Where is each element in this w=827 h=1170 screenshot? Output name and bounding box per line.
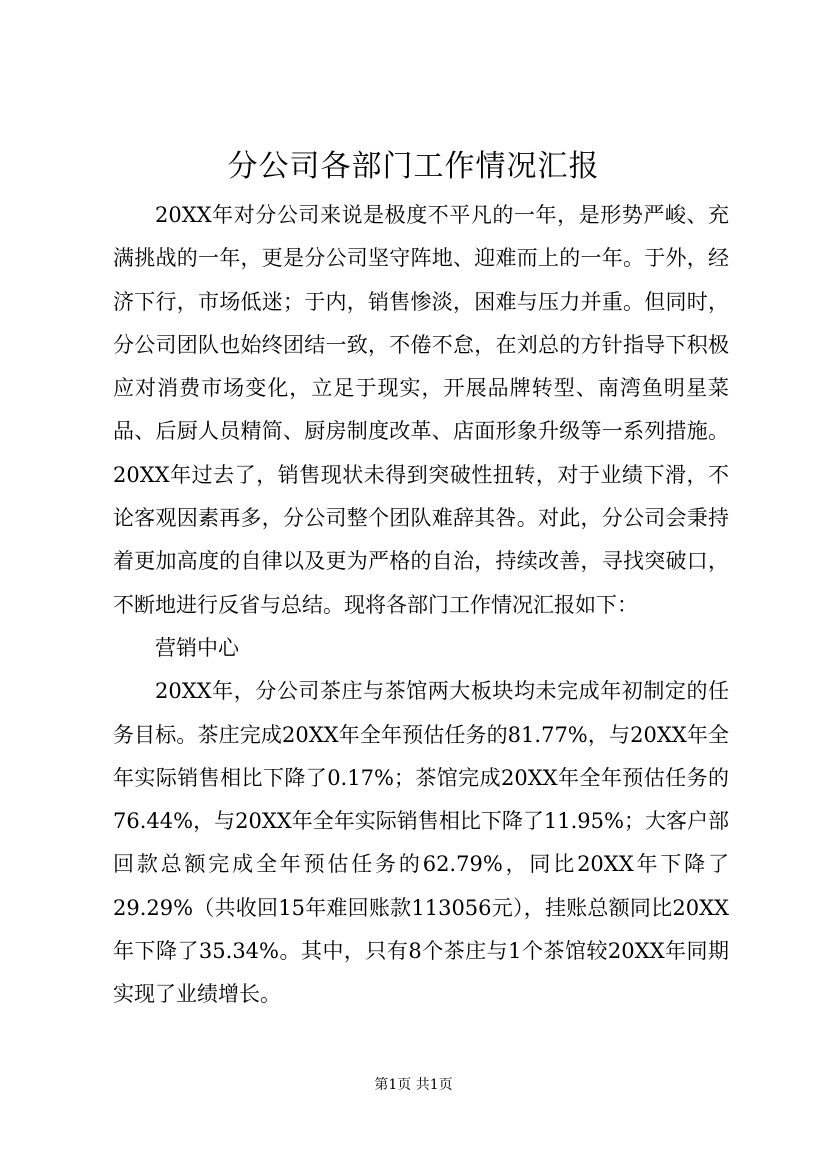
intro-paragraph: 20XX年对分公司来说是极度不平凡的一年，是形势严峻、充满挑战的一年，更是分公司坚守阵地、迎难而上的一年。于外，经济下行，市场低迷；于内，销售惨淡，困难与压力并重。但同时，分公司团队也始终团结一致，不倦不怠，在刘总的方针指导下积极应对消费市场变化，立足于现实，开展品牌转型、南湾鱼明星菜品、后厨人员精简、厨房制度改革、店面形象升级等一系列措施。20XX年过去了，销售现状未得到突破性扭转，对于业绩下滑，不论客观因素再多，分公司整个团队难辞其咎。对此，分公司会秉持着更加高度的自律以及更为严格的自治，持续改善，寻找突破口，不断地进行反省与总结。现将各部门工作情况汇报如下：	[113, 203, 729, 617]
section-heading-marketing: 营销中心	[155, 635, 239, 660]
document-body	[113, 194, 729, 1017]
page-footer: 第1页 共1页	[374, 1077, 453, 1093]
document-title: 分公司各部门工作情况汇报	[227, 149, 600, 184]
marketing-paragraph: 20XX年，分公司茶庄与茶馆两大板块均未完成年初制定的任务目标。茶庄完成20XX年全年预估任务的81.77%，与20XX年全年实际销售相比下降了0.17%；茶馆完成20XX年全年预估任务的76.44%，与20XX年全年实际销售相比下降了11.95%；大客户部回款总额完成全年预估任务的62.79%，同比20XX年下降了29.29%（共收回15年难回账款113056元），挂账总额同比20XX年下降了35.34%。其中，只有8个茶庄与1个茶馆较20XX年同期实现了业绩增长。	[113, 679, 729, 1007]
